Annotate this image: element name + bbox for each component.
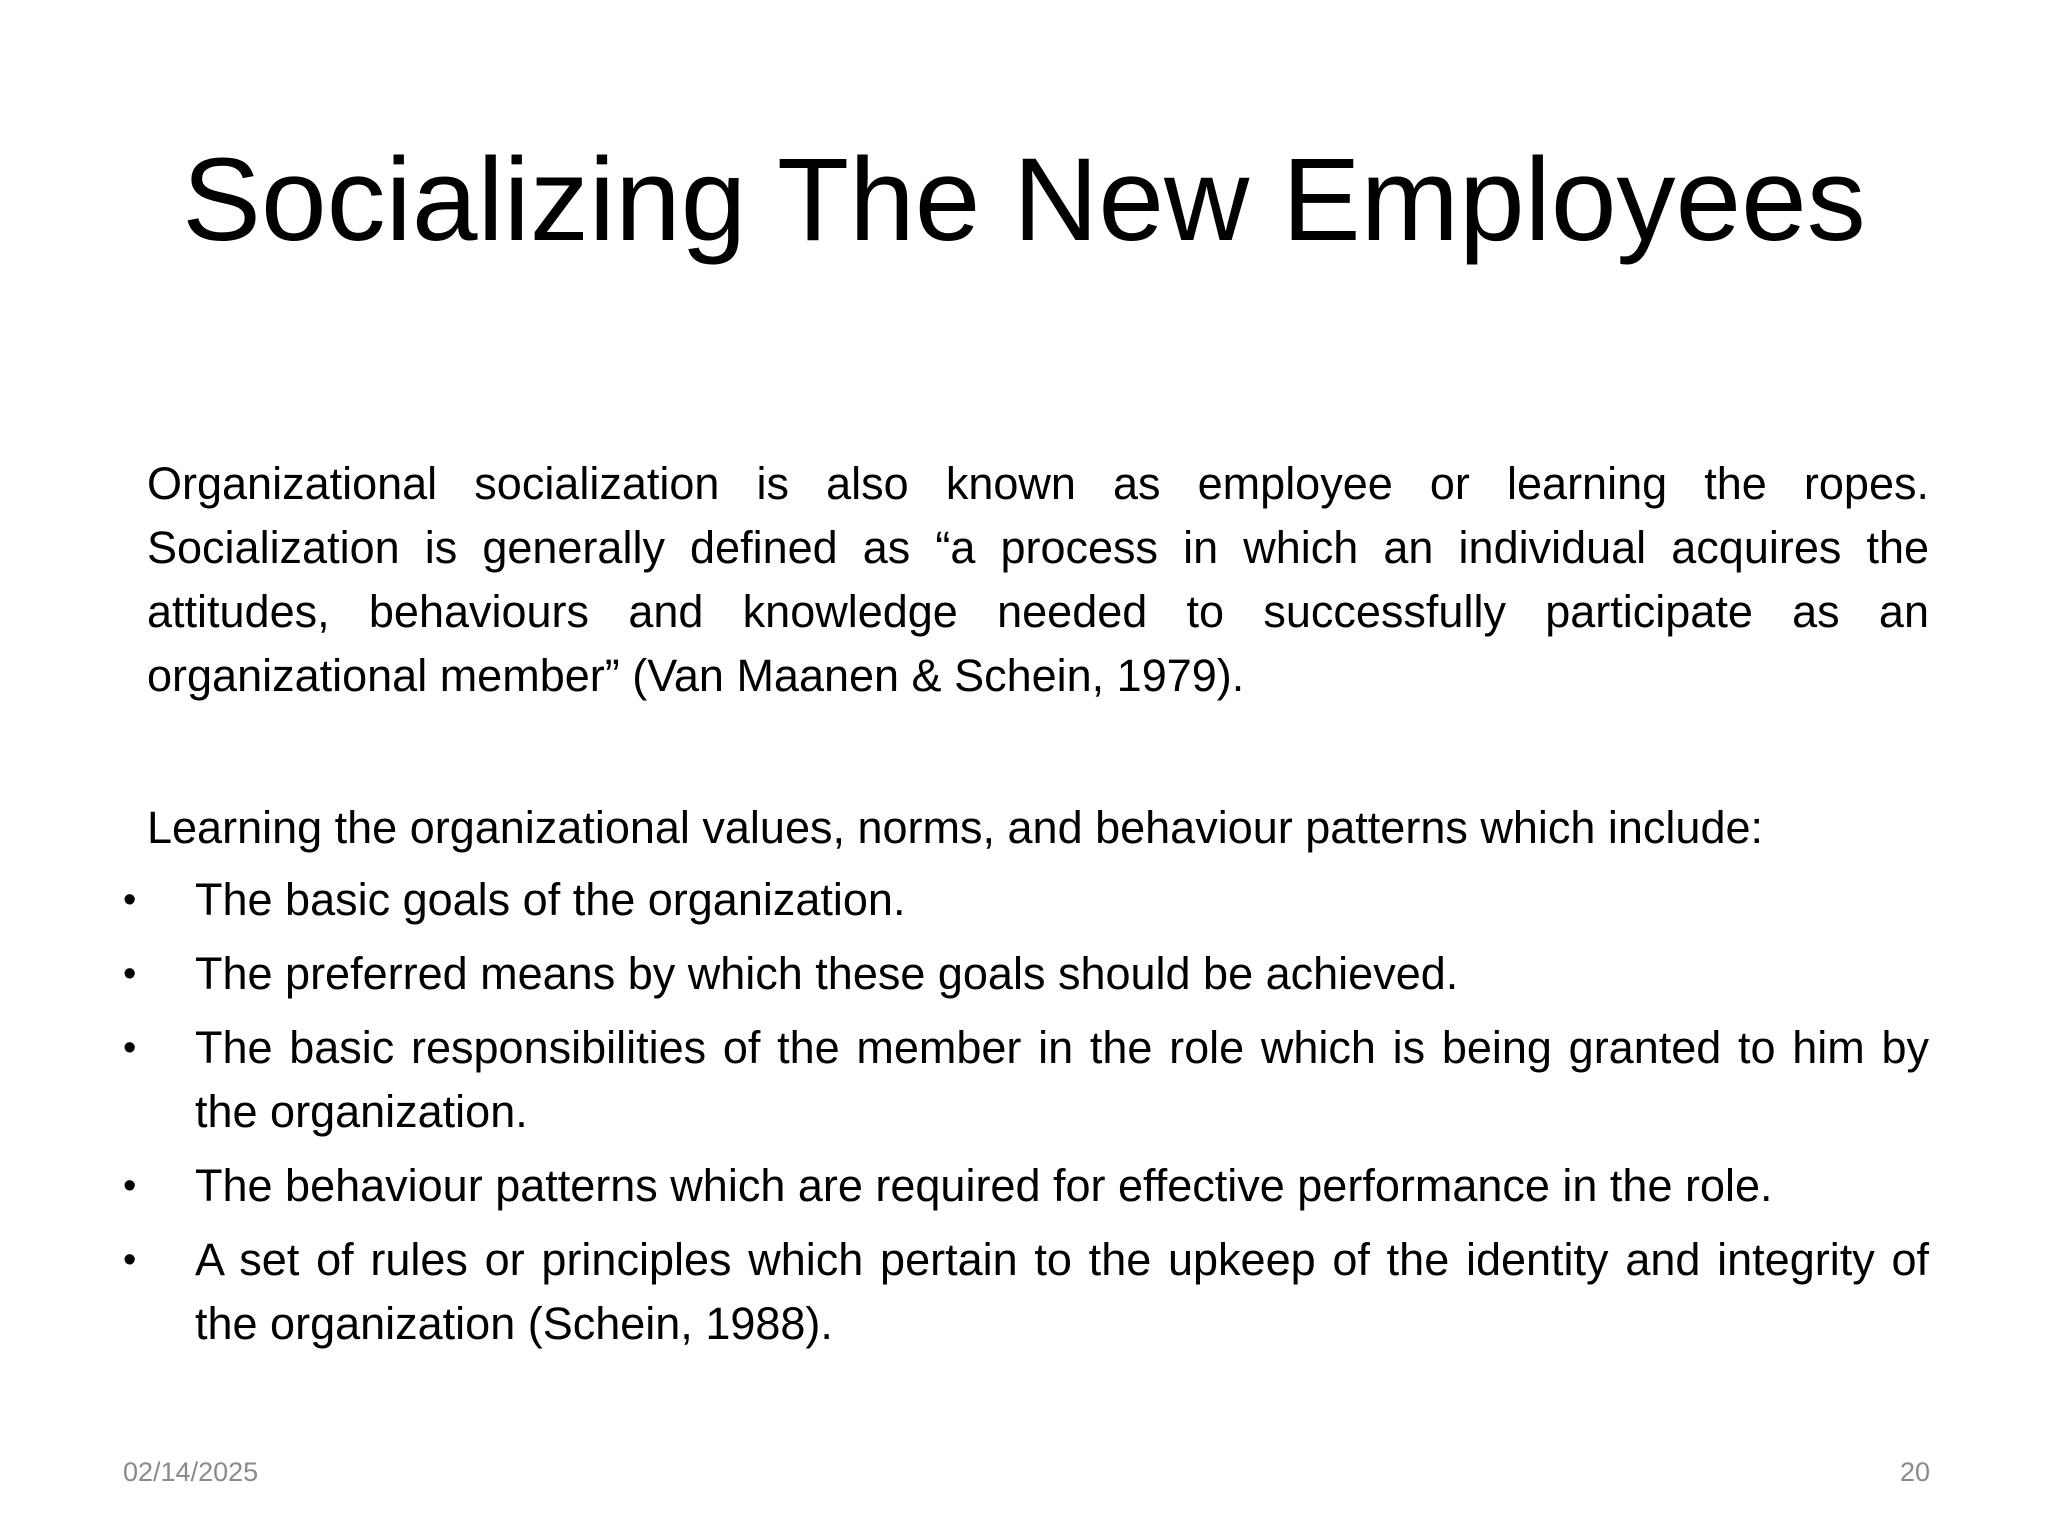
bullet-icon: •: [123, 879, 137, 921]
slide-title: Socializing The New Employees: [182, 134, 1866, 266]
slide-body: [123, 452, 1929, 1366]
intro-paragraph: Organizational socialization is also known as employee or learning the ropes. Socialization is generally defined as “a process in which an individual acquires the attitudes, behaviours and knowledge needed to successfully participate as an organizational member” (Van Maanen & Schein, 1979).: [147, 458, 1929, 701]
bullet-item: [123, 942, 1929, 1006]
bullet-item: [123, 1154, 1929, 1218]
bullet-icon: •: [123, 953, 137, 995]
list-lead-text: Learning the organizational values, norms, and behaviour patterns which include:: [147, 802, 1764, 853]
bullet-text: The basic goals of the organization.: [195, 874, 906, 925]
bullet-icon: •: [123, 1239, 137, 1281]
bullet-text: The basic responsibilities of the member in the role which is being granted to him by the organization.: [195, 1022, 1929, 1137]
bullet-text: A set of rules or principles which pertain to the upkeep of the identity and integrity of the organization (Schein, 1988).: [195, 1234, 1929, 1349]
bullet-item: [123, 1228, 1929, 1356]
bullet-icon: •: [123, 1027, 137, 1069]
bullet-text: The behaviour patterns which are required for effective performance in the role.: [195, 1160, 1773, 1211]
bullet-text: The preferred means by which these goals should be achieved.: [195, 948, 1459, 999]
slide-number: 20: [1899, 1457, 1930, 1487]
bullet-item: [123, 868, 1929, 932]
bullet-item: [123, 1016, 1929, 1144]
footer-date: 02/14/2025: [123, 1457, 259, 1487]
bullet-list: [123, 868, 1929, 1356]
bullet-icon: •: [123, 1165, 137, 1207]
